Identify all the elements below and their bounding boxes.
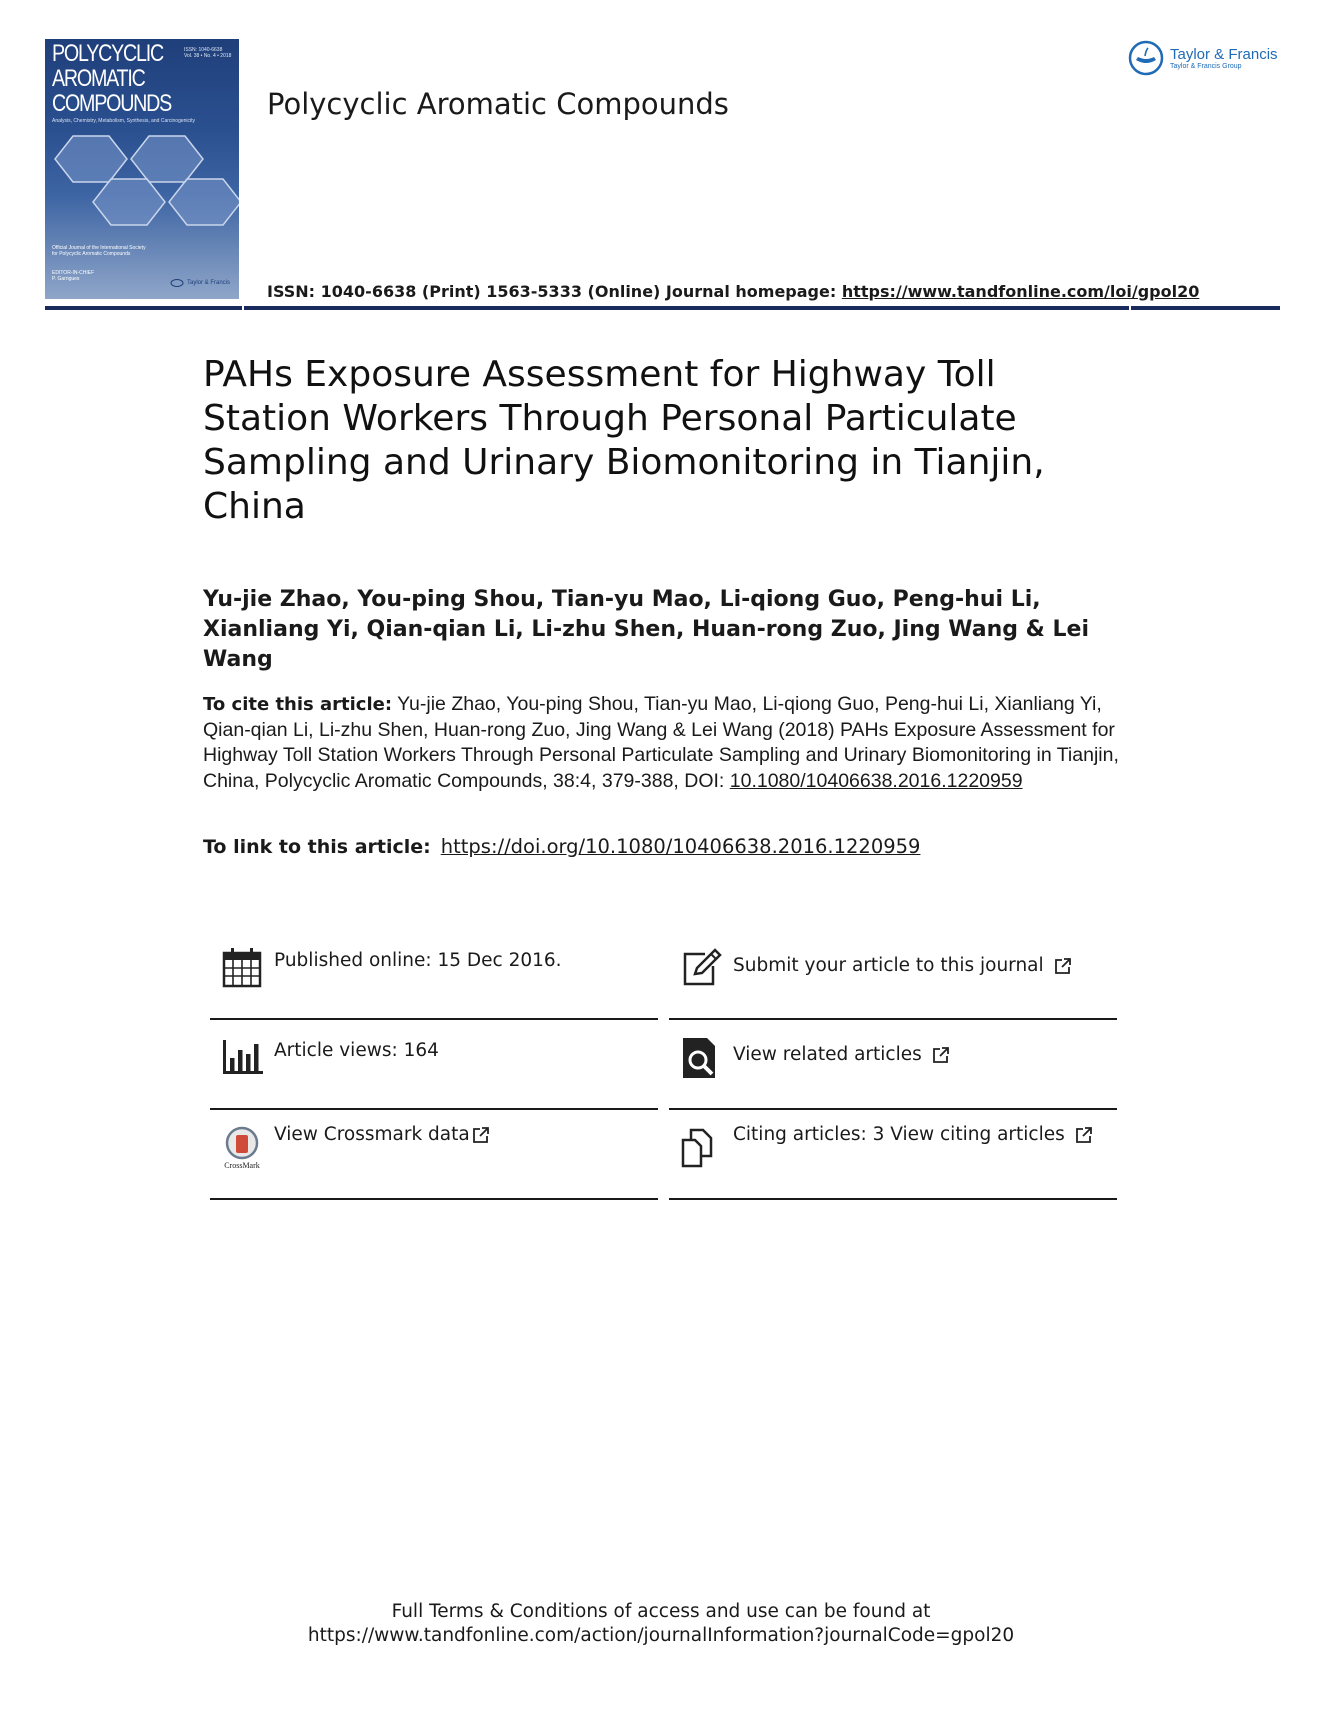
cover-issn-number: ISSN: 1040-6638	[184, 47, 223, 53]
publisher-name: Taylor & Francis	[1170, 46, 1278, 63]
cover-volume: Vol. 38 • No. 4 • 2018	[184, 53, 232, 59]
crossmark-cell[interactable]	[210, 1110, 658, 1200]
crossmark-icon	[220, 1126, 264, 1170]
related-articles-link[interactable]	[733, 1044, 950, 1065]
journal-name: Polycyclic Aromatic Compounds	[267, 87, 729, 121]
article-views-cell	[210, 1020, 658, 1110]
calendar-icon	[220, 946, 264, 990]
cover-publisher-name: Taylor & Francis	[187, 280, 231, 286]
external-link-icon	[472, 1126, 490, 1144]
article-link-label: To link to this article:	[203, 836, 431, 858]
citing-articles-link[interactable]	[733, 1124, 1093, 1145]
edit-icon	[679, 946, 723, 990]
copy-documents-icon	[679, 1126, 723, 1170]
published-date: Published online: 15 Dec 2016.	[274, 950, 562, 971]
related-articles-label: View related articles	[733, 1044, 922, 1065]
external-link-icon	[1075, 1126, 1093, 1144]
article-link-line	[203, 835, 920, 858]
citation-label: To cite this article:	[203, 694, 393, 715]
citing-articles-cell[interactable]	[669, 1110, 1117, 1200]
cover-title	[52, 40, 172, 117]
article-title: PAHs Exposure Assessment for Highway Toll Station Workers Through Personal Particulate Sampling and Urinary Biomonitoring in Tianjin, China	[203, 354, 1045, 527]
article-doi-link[interactable]: https://doi.org/10.1080/10406638.2016.1220959	[440, 835, 921, 858]
terms-footer-url[interactable]: https://www.tandfonline.com/action/journalInformation?journalCode=gpol20	[307, 1625, 1015, 1646]
cover-title-line: AROMATIC	[52, 65, 145, 92]
cover-society: Official Journal of the International Society for Polycyclic Aromatic Compounds	[52, 245, 146, 257]
cover-title-line: COMPOUNDS	[52, 90, 172, 117]
cover-subtitle: Analysis, Chemistry, Metabolism, Synthesis, and Carcinogenicity	[52, 118, 196, 124]
journal-cover-image	[45, 39, 239, 299]
cover-issn	[184, 47, 236, 59]
bar-chart-icon	[220, 1036, 264, 1080]
cover-editor-name: P. Garrigues	[52, 276, 80, 282]
header-divider-tick	[1129, 306, 1131, 310]
citing-articles-label: Citing articles: 3 View citing articles	[733, 1124, 1065, 1145]
publisher-logo[interactable]	[1128, 40, 1278, 76]
lamp-logo-icon	[1128, 40, 1164, 76]
hexagon-pattern-icon	[45, 134, 239, 244]
submit-article-cell[interactable]	[669, 930, 1117, 1020]
external-link-icon	[932, 1046, 950, 1064]
crossmark-link[interactable]	[274, 1124, 490, 1145]
publisher-group: Taylor & Francis Group	[1170, 63, 1242, 70]
cover-title-line: POLYCYCLIC	[52, 40, 163, 67]
header-divider-tick	[242, 306, 244, 310]
cover-publisher	[170, 278, 230, 288]
submit-article-link[interactable]	[733, 955, 1072, 976]
search-document-icon	[679, 1036, 723, 1080]
issn-line	[267, 282, 1199, 301]
journal-homepage-link[interactable]: https://www.tandfonline.com/loi/gpol20	[841, 282, 1200, 301]
external-link-icon	[1054, 957, 1072, 975]
citation-text: Yu-jie Zhao, You-ping Shou, Tian-yu Mao, Li-qiong Guo, Peng-hui Li, Xianliang Yi, Qian-qian Li, Li-zhu Shen, Huan-rong Zuo, Jing Wang & Lei Wang (2018) PAHs Exposure Assessment for Highway Toll Station Workers Through Personal Particulate Sampling and Urinary Biomonitoring in Tianjin, China, Polycyclic Aromatic Compounds, 38:4, 379-388, DOI:	[203, 693, 1119, 792]
cover-editor-label: EDITOR-IN-CHIEF	[52, 270, 95, 276]
submit-article-label: Submit your article to this journal	[733, 955, 1044, 976]
cover-editor	[52, 270, 147, 282]
issn-text: ISSN: 1040-6638 (Print) 1563-5333 (Online) Journal homepage:	[267, 282, 842, 301]
crossmark-caption: CrossMark	[224, 1161, 260, 1170]
citation-doi-link[interactable]: 10.1080/10406638.2016.1220959	[729, 769, 1023, 792]
published-online-cell	[210, 930, 658, 1020]
lamp-icon	[170, 278, 184, 288]
header-divider	[45, 306, 1280, 310]
citation-block	[203, 692, 1133, 794]
article-views: Article views: 164	[274, 1040, 439, 1061]
crossmark-label: View Crossmark data	[274, 1124, 470, 1145]
article-authors: Yu-jie Zhao, You-ping Shou, Tian-yu Mao, Li-qiong Guo, Peng-hui Li, Xianliang Yi, Qian-qian Li, Li-zhu Shen, Huan-rong Zuo, Jing Wang & Lei Wang	[203, 587, 1090, 672]
terms-footer-text: Full Terms & Conditions of access and use can be found at	[391, 1601, 931, 1622]
related-articles-cell[interactable]	[669, 1020, 1117, 1110]
terms-footer	[0, 1600, 1322, 1648]
